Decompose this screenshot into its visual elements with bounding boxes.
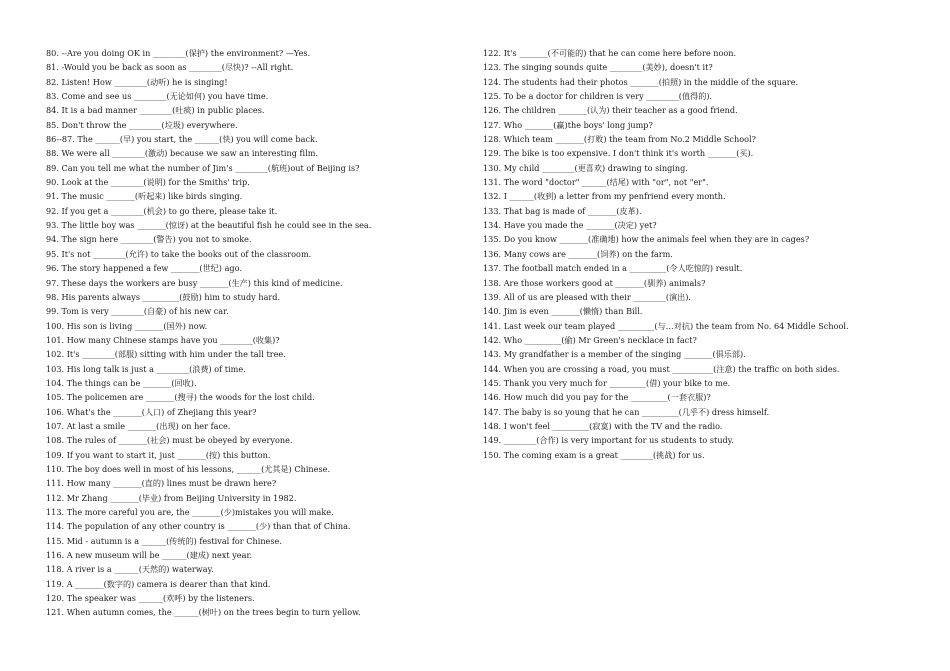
exercise-line: 120. The speaker was ______(欢呼) by the listeners.	[46, 593, 255, 604]
exercise-line: 135. Do you know _______(准确地) how the animals feel when they are in cages?	[483, 234, 810, 245]
exercise-line: 133. That bag is made of _______(皮革).	[483, 205, 642, 216]
left-column	[46, 46, 456, 620]
exercise-line: 118. A river is a ______(天然的) waterway.	[46, 564, 214, 575]
exercise-line: 139. All of us are pleased with their ________(演出).	[483, 291, 692, 302]
exercise-line: 115. Mid - autumn is a ______(传统的) festival for Chinese.	[46, 535, 282, 546]
exercise-line: 150. The coming exam is a great ________(挑战) for us.	[483, 449, 705, 460]
exercise-line: 112. Mr Zhang _______(毕业) from Beijing University in 1982.	[46, 492, 297, 503]
exercise-line: 110. The boy does well in most of his lessons, ______(尤其是) Chinese.	[46, 463, 331, 474]
exercise-line: 81. -Would you be back as soon as ________(尽快)? --All right.	[46, 62, 294, 73]
exercise-line: 146. How much did you pay for the _________(一套衣服)?	[483, 392, 711, 403]
exercise-line: 142. Who _________(偷) Mr Green's necklace in fact?	[483, 334, 697, 345]
exercise-line: 122. It's _______(不可能的) that he can come here before noon.	[483, 48, 737, 58]
exercise-line: 98. His parents always _________(鼓励) him to study hard.	[46, 291, 281, 302]
exercise-line: 95. It's not ________(允许) to take the books out of the classroom.	[46, 248, 312, 259]
exercise-line: 119. A _______(数字的) camera is dearer than that kind.	[46, 578, 271, 589]
exercise-line: 131. The word "doctor" ______(结尾) with "or", not "er".	[483, 177, 709, 188]
exercise-line: 91. The music _______(听起来) like birds singing.	[46, 191, 243, 202]
exercise-line: 129. The bike is too expensive. I don't think it's worth _______(买).	[483, 148, 754, 159]
exercise-line: 88. We were all ________(激动) because we saw an interesting film.	[46, 148, 319, 159]
exercise-line: 125. To be a doctor for children is very ________(值得的).	[483, 91, 713, 102]
exercise-line: 86--87. The ______(早) you start, the ______(快) you will come back.	[46, 134, 318, 145]
exercise-line: 130. My child ________(更喜欢) drawing to singing.	[483, 162, 688, 173]
exercise-line: 84. It is a bad manner ________(吐痰) in public places.	[46, 105, 265, 116]
exercise-line: 93. The little boy was _______(惊讶) at the beautiful fish he could see in the sea.	[46, 220, 372, 231]
exercise-line: 104. The things can be _______(回收).	[46, 377, 197, 388]
exercise-line: 149. ________(合作) is very important for us students to study.	[483, 435, 734, 446]
exercise-line: 103. His long talk is just a ________(浪费) of time.	[46, 363, 246, 374]
exercise-line: 97. These days the workers are busy _______(生产) this kind of medicine.	[46, 277, 343, 288]
exercise-line: 128. Which team _______(打败) the team from No.2 Middle School?	[483, 134, 756, 145]
exercise-line: 114. The population of any other country is _______(少) than that of China.	[46, 521, 351, 532]
exercise-line: 124. The students had their photos _______(拍照) in the middle of the square.	[483, 76, 799, 87]
exercise-line: 136. Many cows are _______(饲养) on the farm.	[483, 248, 673, 259]
right-column	[483, 46, 883, 462]
exercise-line: 138. Are those workers good at _______(驯养) animals?	[483, 277, 706, 288]
exercise-line: 140. Jim is even _______(懒惰) than Bill.	[483, 306, 643, 317]
exercise-line: 94. The sign here ________(警告) you not to smoke.	[46, 234, 252, 245]
exercise-line: 105. The policemen are _______(搜寻) the woods for the lost child.	[46, 392, 315, 403]
exercise-line: 126. The children _______(认为) their teacher as a good friend.	[483, 105, 738, 116]
exercise-line: 90. Look at the ________(说明) for the Smiths' trip.	[46, 177, 250, 188]
exercise-line: 85. Don't throw the ________(垃圾) everywhere.	[46, 119, 238, 130]
exercise-line: 89. Can you tell me what the number of Jim's ________(航班)out of Beijing is?	[46, 162, 360, 173]
exercise-line: 80. --Are you doing OK in ________(保护) the environment? —Yes.	[46, 48, 311, 58]
exercise-line: 145. Thank you very much for _________(借) your bike to me.	[483, 377, 731, 388]
exercise-line: 116. A new museum will be ______(建成) next year.	[46, 550, 253, 561]
exercise-line: 113. The more careful you are, the _______(少)mistakes you will make.	[46, 507, 334, 517]
exercise-line: 82. Listen! How ________(动听) he is singing!	[46, 76, 228, 87]
exercise-line: 141. Last week our team played _________(与…对抗) the team from No. 64 Middle School.	[483, 320, 849, 331]
exercise-line: 121. When autumn comes, the ______(树叶) on the trees begin to turn yellow.	[46, 607, 361, 618]
exercise-line: 109. If you want to start it, just _______(按) this button.	[46, 449, 271, 460]
exercise-line: 99. Tom is very ________(自豪) of his new car.	[46, 306, 229, 317]
exercise-line: 132. I ______(收到) a letter from my penfriend every month.	[483, 191, 726, 202]
exercise-line: 100. His son is living _______(国外) now.	[46, 320, 208, 331]
exercise-line: 101. How many Chinese stamps have you ________(收集)?	[46, 334, 280, 345]
exercise-line: 111. How many _______(直的) lines must be drawn here?	[46, 478, 277, 489]
exercise-line: 127. Who _______(赢)the boys' long jump?	[483, 119, 653, 130]
exercise-line: 144. When you are crossing a road, you must __________(注意) the traffic on both sides.	[483, 363, 840, 374]
exercise-line: 137. The football match ended in a _________(令人吃惊的) result.	[483, 263, 743, 274]
exercise-line: 106. What's the _______(人口) of Zhejiang this year?	[46, 406, 257, 417]
exercise-line: 148. I won't feel _________(寂寞) with the TV and the radio.	[483, 420, 723, 431]
exercise-line: 147. The baby is so young that he can _________(几乎不) dress himself.	[483, 406, 770, 417]
exercise-line: 107. At last a smile _______(出现) on her face.	[46, 420, 231, 431]
exercise-line: 96. The story happened a few _______(世纪) ago.	[46, 263, 242, 274]
exercise-line: 102. It's ________(部服) sitting with him under the tall tree.	[46, 349, 286, 360]
exercise-line: 134. Have you made the _______(决定) yet?	[483, 220, 657, 231]
exercise-line: 143. My grandfather is a member of the singing _______(俱乐部).	[483, 349, 746, 360]
exercise-line: 123. The singing sounds quite ________(美妙), doesn't it?	[483, 62, 713, 73]
exercise-line: 108. The rules of _______(社会) must be obeyed by everyone.	[46, 435, 293, 446]
exercise-line: 83. Come and see us ________(无论如何) you have time.	[46, 91, 269, 102]
exercise-line: 92. If you get a ________(机会) to go there, please take it.	[46, 205, 278, 216]
